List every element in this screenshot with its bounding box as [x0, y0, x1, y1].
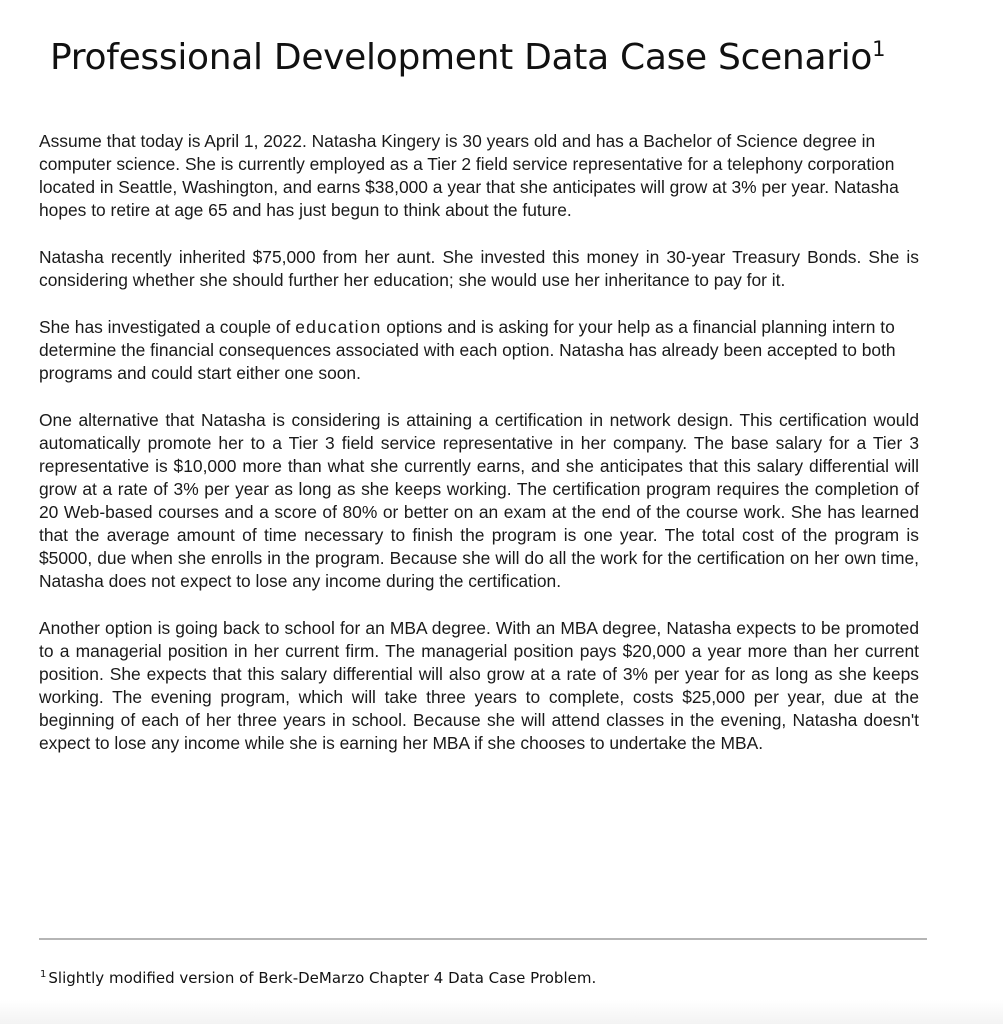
- paragraph-3-start: She has investigated a couple of: [39, 317, 291, 337]
- page-bottom-edge: [0, 1000, 1003, 1024]
- title-text: Professional Development Data Case Scenario: [50, 37, 873, 78]
- paragraph-2: Natasha recently inherited $75,000 from her aunt. She invested this money in 30-year Treasury Bonds. She is considering whether she should further her education; she would use her inheritance to pay for it.: [39, 247, 919, 290]
- footnote-text: Slightly modified version of Berk-DeMarzo Chapter 4 Data Case Problem.: [48, 969, 597, 987]
- paragraph-4: One alternative that Natasha is considering is attaining a certification in network design. This certification would automatically promote her to a Tier 3 field service representative in her company. The base salary for a Tier 3 representative is $10,000 more than what she currently earns, and she anticipates that this salary differential will grow at a rate of 3% per year as long as she keeps working. The certification program requires the completion of 20 Web-based courses and a score of 80% or better on an exam at the end of the course work. She has learned that the average amount of time necessary to finish the program is one year. The total cost of the program is $5000, due when she enrolls in the program. Because she will do all the work for the certification on her own time, Natasha does not expect to lose any income during the certification.: [39, 410, 919, 591]
- footnote-divider: [39, 938, 927, 940]
- document-body: [39, 130, 919, 779]
- title-footnote-marker: 1: [872, 37, 886, 61]
- paragraph-5: Another option is going back to school for an MBA degree. With an MBA degree, Natasha expects to be promoted to a managerial position in her current firm. The managerial position pays $20,000 a year more than her current position. She expects that this salary differential will also grow at a rate of 3% per year for as long as she keeps working. The evening program, which will take three years to complete, costs $25,000 per year, due at the beginning of each of her three years in school. Because she will attend classes in the evening, Natasha doesn't expect to lose any income while she is earning her MBA if she chooses to undertake the MBA.: [39, 618, 919, 753]
- footnote: [40, 968, 940, 988]
- paragraph-3-end: options and is asking for your help as a financial planning intern to determine the financial consequences associated with each option. Natasha has already been accepted to both programs and could start either one soon.: [39, 317, 896, 383]
- page-title: [50, 30, 950, 86]
- footnote-marker: 1: [40, 969, 47, 980]
- paragraph-3: [39, 316, 919, 385]
- paragraph-1: Assume that today is April 1, 2022. Natasha Kingery is 30 years old and has a Bachelor of Science degree in computer science. She is currently employed as a Tier 2 field service representative for a telephony corporation located in Seattle, Washington, and earns $38,000 a year that she anticipates will grow at 3% per year. Natasha hopes to retire at age 65 and has just begun to think about the future.: [39, 131, 899, 220]
- paragraph-3-emphasis: education: [295, 317, 382, 337]
